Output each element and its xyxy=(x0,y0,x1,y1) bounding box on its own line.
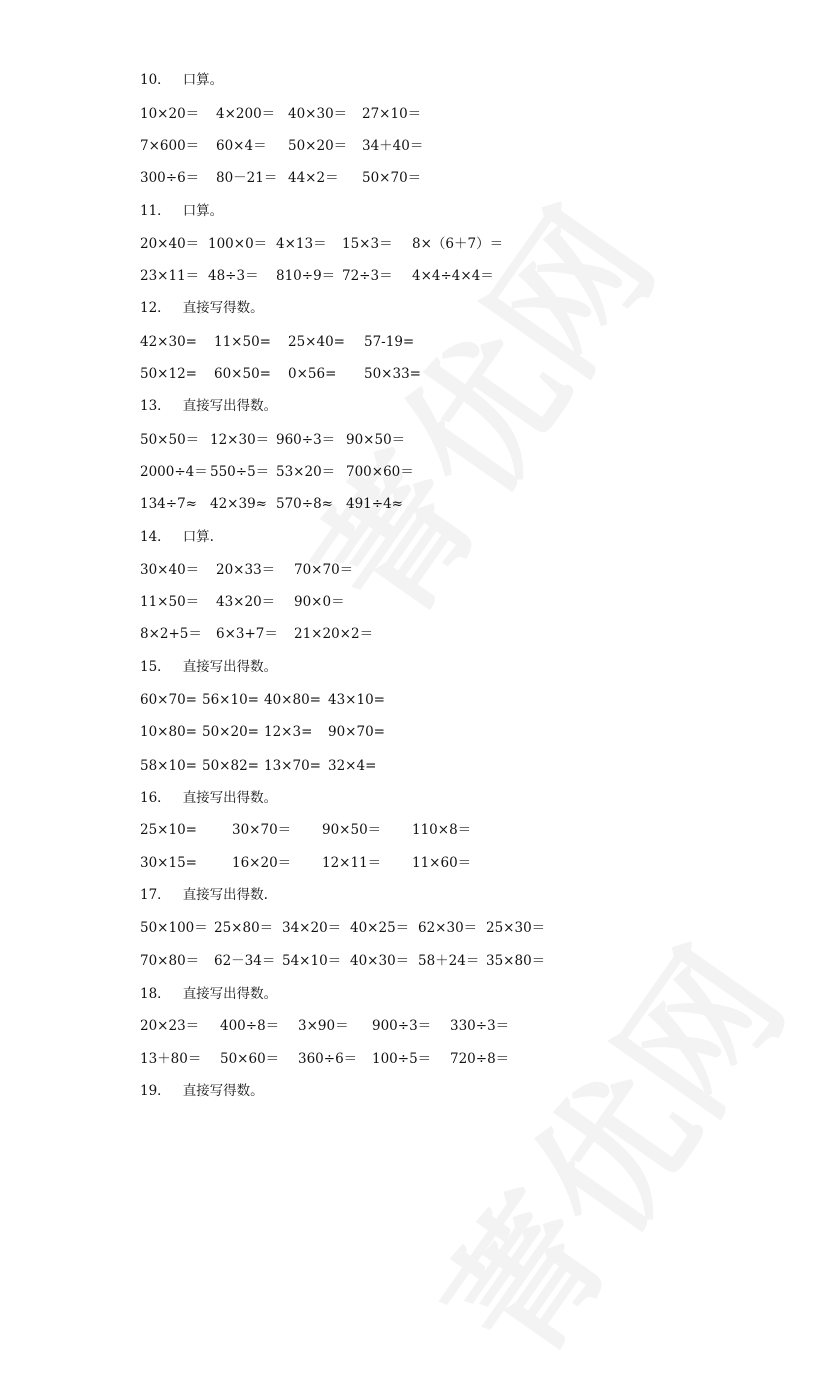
question-title: 直接写出得数。 xyxy=(182,398,278,414)
arithmetic-problem: 21×20×2＝ xyxy=(294,626,374,642)
arithmetic-problem: 50×20= xyxy=(202,724,259,740)
arithmetic-problem: 35×80＝ xyxy=(486,953,546,969)
question-title: 口算. xyxy=(182,529,214,545)
arithmetic-problem: 4×13＝ xyxy=(276,236,327,252)
arithmetic-problem: 810÷9＝ xyxy=(276,268,336,284)
arithmetic-problem: 72÷3＝ xyxy=(342,268,393,284)
arithmetic-problem: 100×0＝ xyxy=(208,236,268,252)
question-heading xyxy=(140,70,223,90)
arithmetic-problem: 25×80＝ xyxy=(214,920,274,936)
question-title: 口算。 xyxy=(182,72,224,88)
arithmetic-problem: 62×30＝ xyxy=(418,920,478,936)
arithmetic-problem: 360÷6＝ xyxy=(298,1051,358,1067)
question-title: 直接写得数。 xyxy=(182,300,264,316)
arithmetic-problem: 7×600＝ xyxy=(140,138,200,154)
question-number: 17． xyxy=(140,887,171,903)
question-heading xyxy=(140,657,277,677)
arithmetic-problem: 30×70＝ xyxy=(232,822,292,838)
arithmetic-problem: 720÷8＝ xyxy=(450,1051,510,1067)
arithmetic-problem: 60×50= xyxy=(214,366,271,382)
arithmetic-problem: 23×11＝ xyxy=(140,268,200,284)
arithmetic-problem: 50×82= xyxy=(202,758,259,774)
arithmetic-problem: 40×30＝ xyxy=(288,106,348,122)
arithmetic-problem: 11×50＝ xyxy=(140,594,200,610)
question-title: 口算。 xyxy=(182,203,224,219)
arithmetic-problem: 6×3+7＝ xyxy=(216,626,278,642)
arithmetic-problem: 40×80= xyxy=(264,692,321,708)
arithmetic-problem: 42×39≈ xyxy=(210,496,267,512)
question-heading xyxy=(140,298,264,318)
arithmetic-problem: 550÷5＝ xyxy=(210,464,270,480)
arithmetic-problem: 700×60＝ xyxy=(346,464,414,480)
arithmetic-problem: 11×60＝ xyxy=(412,855,472,871)
arithmetic-problem: 50×50＝ xyxy=(140,432,200,448)
arithmetic-problem: 57-19= xyxy=(364,334,415,350)
arithmetic-problem: 20×23＝ xyxy=(140,1018,200,1034)
arithmetic-problem: 80－21＝ xyxy=(216,170,278,186)
question-number: 16． xyxy=(140,790,171,806)
question-title: 直接写出得数。 xyxy=(182,986,278,1002)
arithmetic-problem: 54×10＝ xyxy=(282,953,342,969)
arithmetic-problem: 12×11＝ xyxy=(322,855,382,871)
arithmetic-problem: 90×50＝ xyxy=(346,432,406,448)
arithmetic-problem: 50×33= xyxy=(364,366,421,382)
question-number: 15． xyxy=(140,659,171,675)
arithmetic-problem: 960÷3＝ xyxy=(276,432,336,448)
arithmetic-problem: 900÷3＝ xyxy=(372,1018,432,1034)
watermark xyxy=(387,902,822,1394)
arithmetic-problem: 34×20＝ xyxy=(282,920,342,936)
question-number: 19． xyxy=(140,1083,171,1099)
question-heading xyxy=(140,1081,264,1101)
arithmetic-problem: 50×70＝ xyxy=(362,170,422,186)
arithmetic-problem: 15×3＝ xyxy=(342,236,393,252)
question-title: 直接写出得数。 xyxy=(182,659,278,675)
question-number: 18． xyxy=(140,986,171,1002)
arithmetic-problem: 100÷5＝ xyxy=(372,1051,432,1067)
arithmetic-problem: 43×10= xyxy=(328,692,385,708)
arithmetic-problem: 70×70＝ xyxy=(294,562,354,578)
arithmetic-problem: 42×30= xyxy=(140,334,197,350)
arithmetic-problem: 13×70= xyxy=(264,758,321,774)
arithmetic-problem: 491÷4≈ xyxy=(346,496,403,512)
arithmetic-problem: 53×20＝ xyxy=(276,464,336,480)
question-heading xyxy=(140,885,268,905)
arithmetic-problem: 4×4÷4×4＝ xyxy=(412,268,494,284)
arithmetic-problem: 70×80＝ xyxy=(140,953,200,969)
question-number: 10． xyxy=(140,72,171,88)
arithmetic-problem: 25×30＝ xyxy=(486,920,546,936)
arithmetic-problem: 25×10= xyxy=(140,822,197,838)
arithmetic-problem: 50×100＝ xyxy=(140,920,208,936)
arithmetic-problem: 3×90＝ xyxy=(298,1018,349,1034)
arithmetic-problem: 50×60＝ xyxy=(220,1051,280,1067)
arithmetic-problem: 8×2+5＝ xyxy=(140,626,202,642)
question-number: 12． xyxy=(140,300,171,316)
arithmetic-problem: 4×200＝ xyxy=(216,106,276,122)
question-number: 13． xyxy=(140,398,171,414)
question-heading xyxy=(140,984,277,1004)
arithmetic-problem: 570÷8≈ xyxy=(276,496,333,512)
arithmetic-problem: 62－34＝ xyxy=(214,953,276,969)
arithmetic-problem: 8×（6＋7）＝ xyxy=(412,236,504,252)
question-title: 直接写出得数。 xyxy=(182,790,278,806)
arithmetic-problem: 30×15= xyxy=(140,855,197,871)
arithmetic-problem: 50×20＝ xyxy=(288,138,348,154)
arithmetic-problem: 34＋40＝ xyxy=(362,138,424,154)
arithmetic-problem: 32×4= xyxy=(328,758,377,774)
arithmetic-problem: 44×2＝ xyxy=(288,170,339,186)
question-number: 14． xyxy=(140,529,171,545)
arithmetic-problem: 2000÷4＝ xyxy=(140,464,208,480)
arithmetic-problem: 12×3= xyxy=(264,724,313,740)
arithmetic-problem: 20×33＝ xyxy=(216,562,276,578)
question-heading xyxy=(140,396,277,416)
question-title: 直接写出得数. xyxy=(182,887,268,903)
arithmetic-problem: 25×40= xyxy=(288,334,345,350)
arithmetic-problem: 12×30＝ xyxy=(210,432,270,448)
arithmetic-problem: 134÷7≈ xyxy=(140,496,197,512)
arithmetic-problem: 10×80= xyxy=(140,724,197,740)
arithmetic-problem: 58＋24＝ xyxy=(418,953,480,969)
arithmetic-problem: 27×10＝ xyxy=(362,106,422,122)
arithmetic-problem: 43×20＝ xyxy=(216,594,276,610)
arithmetic-problem: 30×40＝ xyxy=(140,562,200,578)
arithmetic-problem: 13＋80＝ xyxy=(140,1051,202,1067)
question-title: 直接写得数。 xyxy=(182,1083,264,1099)
arithmetic-problem: 90×0＝ xyxy=(294,594,345,610)
arithmetic-problem: 48÷3＝ xyxy=(208,268,259,284)
arithmetic-problem: 90×50＝ xyxy=(322,822,382,838)
arithmetic-problem: 300÷6＝ xyxy=(140,170,200,186)
question-heading xyxy=(140,527,214,547)
question-heading xyxy=(140,201,223,221)
arithmetic-problem: 110×8＝ xyxy=(412,822,472,838)
arithmetic-problem: 0×56= xyxy=(288,366,337,382)
question-number: 11． xyxy=(140,203,171,219)
question-heading xyxy=(140,788,277,808)
arithmetic-problem: 11×50= xyxy=(214,334,271,350)
arithmetic-problem: 58×10= xyxy=(140,758,197,774)
arithmetic-problem: 40×30＝ xyxy=(350,953,410,969)
arithmetic-problem: 20×40＝ xyxy=(140,236,200,252)
arithmetic-problem: 10×20＝ xyxy=(140,106,200,122)
arithmetic-problem: 60×4＝ xyxy=(216,138,267,154)
arithmetic-problem: 56×10= xyxy=(202,692,259,708)
arithmetic-problem: 90×70= xyxy=(328,724,385,740)
arithmetic-problem: 40×25＝ xyxy=(350,920,410,936)
arithmetic-problem: 16×20＝ xyxy=(232,855,292,871)
arithmetic-problem: 60×70= xyxy=(140,692,197,708)
arithmetic-problem: 50×12= xyxy=(140,366,197,382)
arithmetic-problem: 400÷8＝ xyxy=(220,1018,280,1034)
arithmetic-problem: 330÷3＝ xyxy=(450,1018,510,1034)
